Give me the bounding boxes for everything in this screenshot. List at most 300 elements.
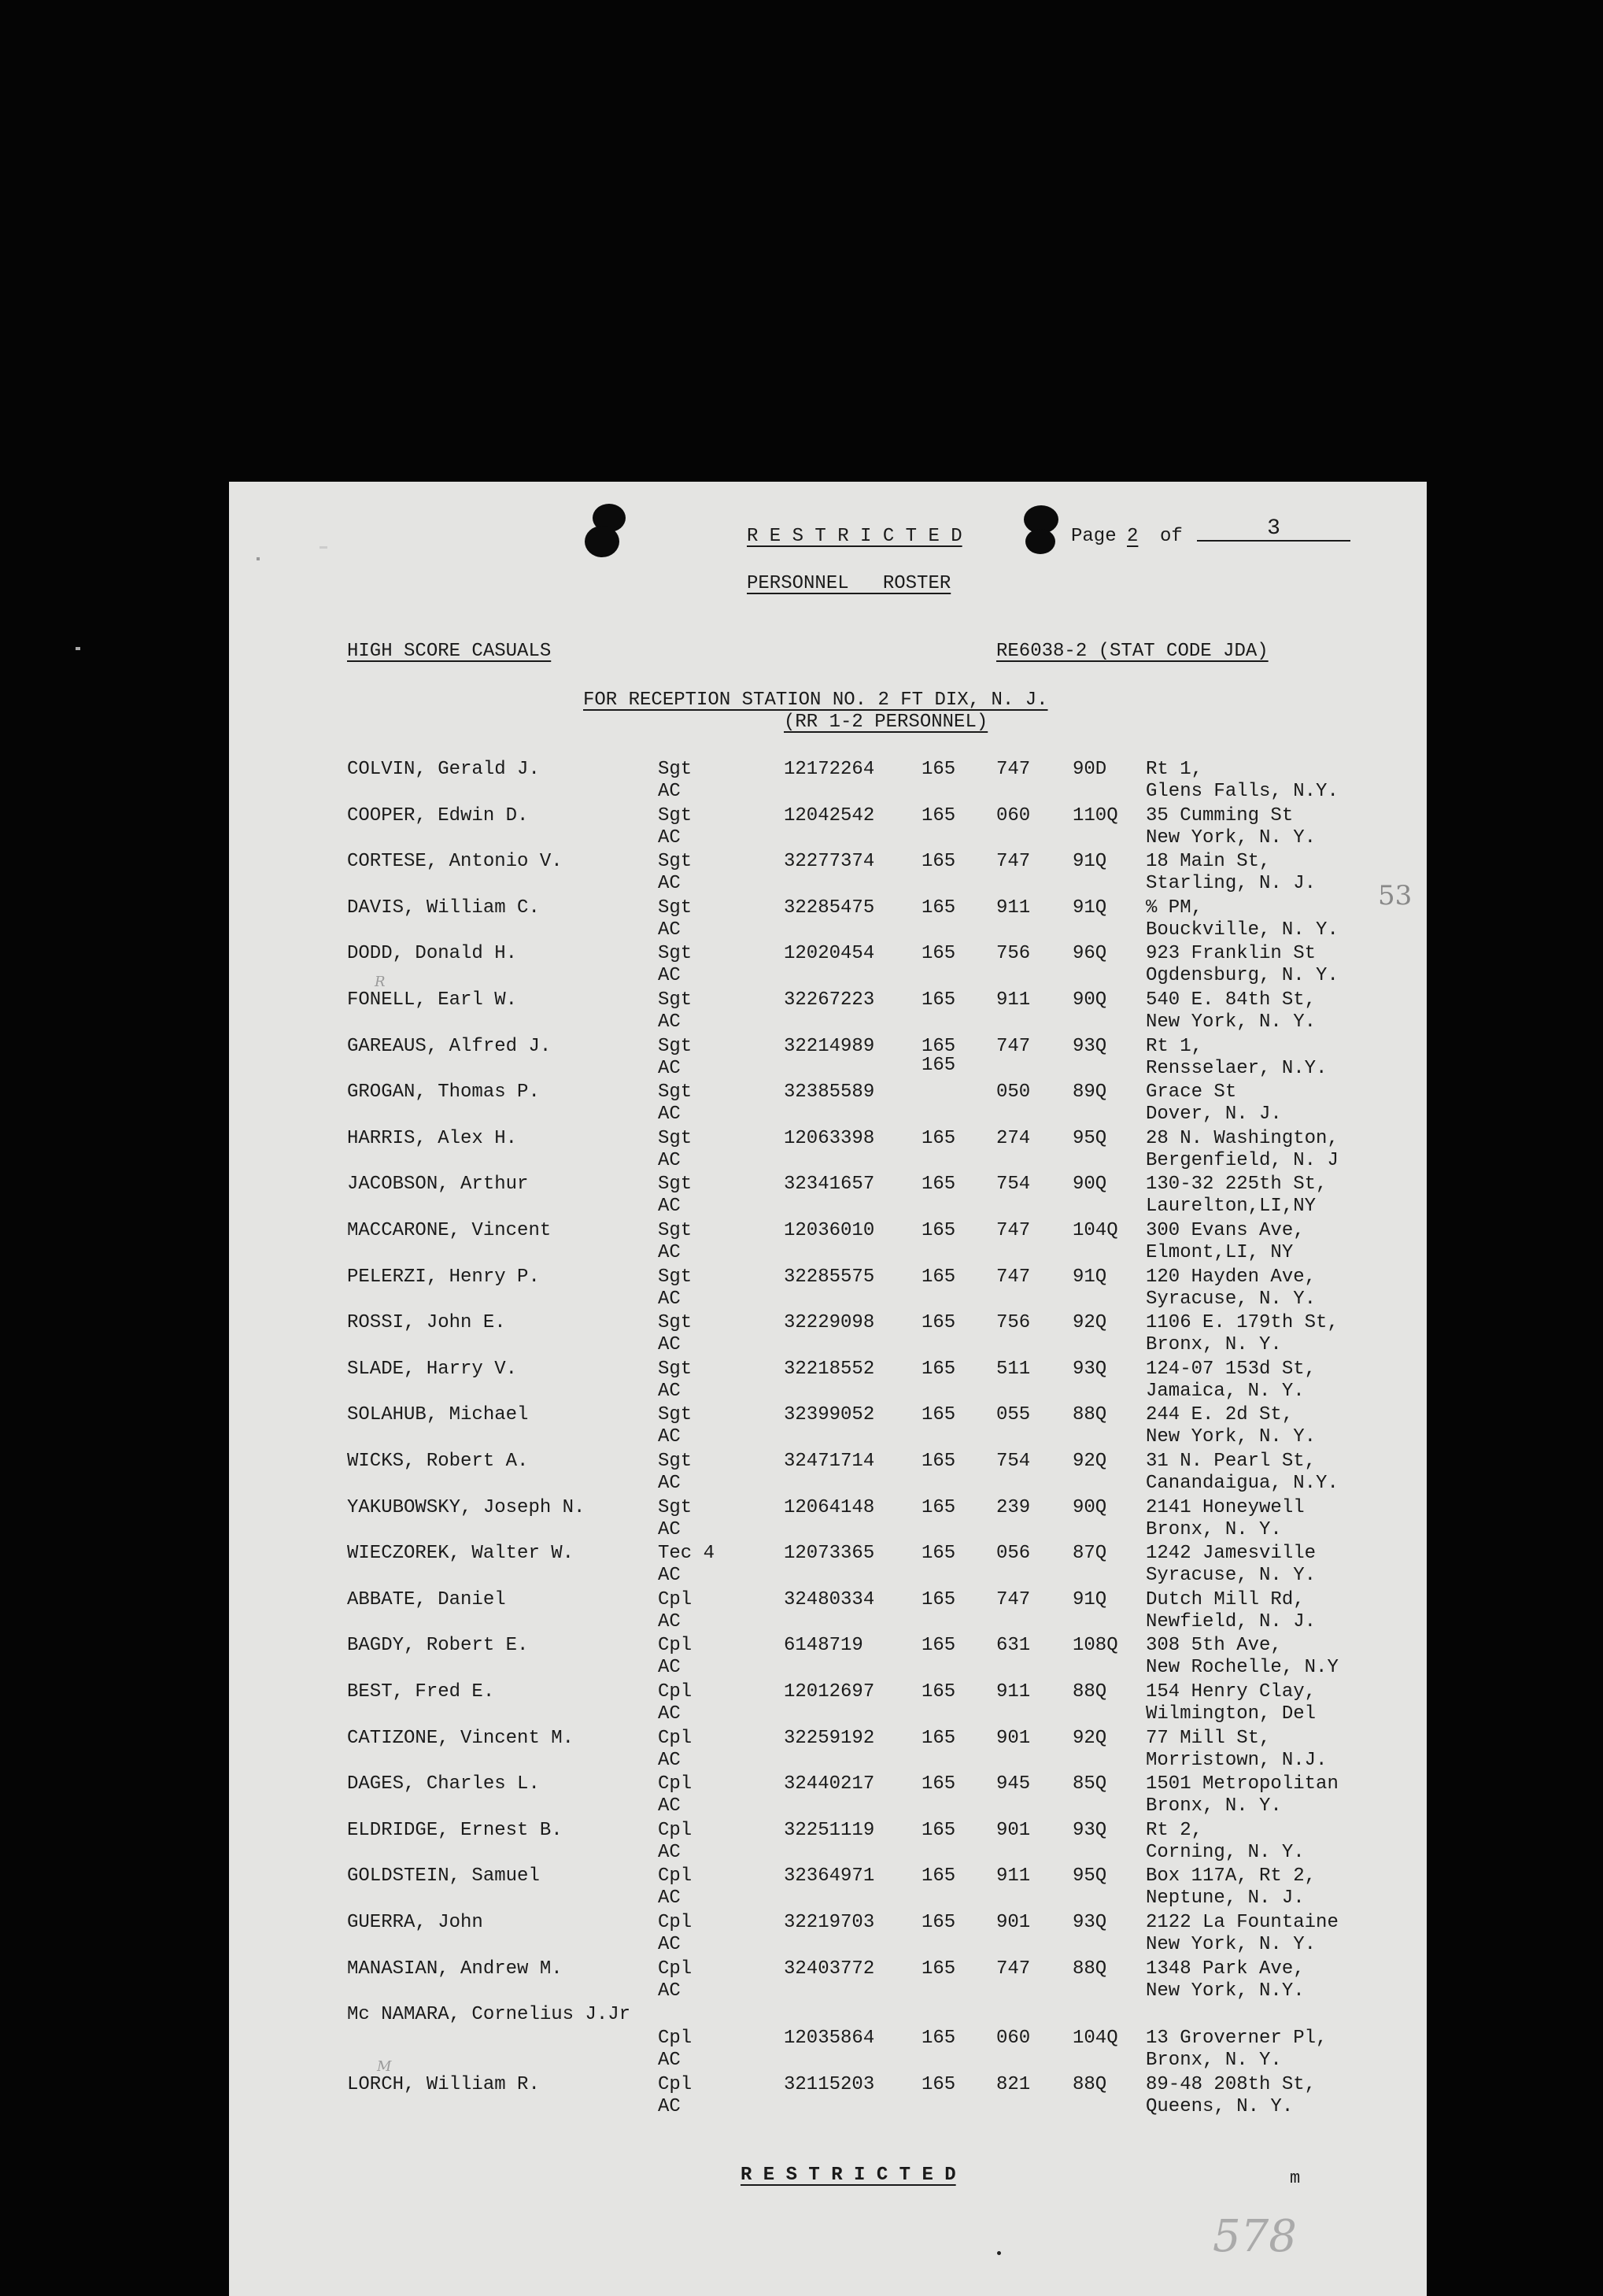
roster-code: 165 bbox=[922, 1220, 956, 1241]
roster-rank: Cpl bbox=[658, 1635, 693, 1656]
roster-branch: AC bbox=[658, 1104, 681, 1125]
right-heading: RE6038-2 (STAT CODE JDA) bbox=[996, 641, 1269, 662]
restricted-footer: R E S T R I C T E D bbox=[741, 2165, 956, 2186]
roster-name: COLVIN, Gerald J. bbox=[347, 759, 540, 780]
roster-serial: 32285575 bbox=[784, 1266, 875, 1288]
roster-mos: 821 bbox=[996, 2074, 1031, 2095]
roster-serial: 12012697 bbox=[784, 1681, 875, 1703]
roster-code: 165 bbox=[922, 1543, 956, 1564]
roster-score: 104Q bbox=[1073, 1220, 1118, 1241]
scan-speck bbox=[319, 546, 327, 549]
roster-name: MACCARONE, Vincent bbox=[347, 1220, 552, 1241]
roster-serial: 32277374 bbox=[784, 851, 875, 872]
roster-branch: AC bbox=[658, 1242, 681, 1263]
roster-score: 90D bbox=[1073, 759, 1107, 780]
roster-code: 165 bbox=[922, 1312, 956, 1333]
roster-code: 165 bbox=[922, 943, 956, 964]
roster-address-line2: New York, N. Y. bbox=[1146, 827, 1317, 849]
roster-score: 110Q bbox=[1073, 805, 1118, 826]
roster-code: 165 bbox=[922, 805, 956, 826]
roster-address-line2: New York, N.Y. bbox=[1146, 1980, 1305, 2002]
roster-address-line1: 13 Groverner Pl, bbox=[1146, 2028, 1328, 2049]
table-row bbox=[229, 1404, 1427, 1450]
roster-mos: 050 bbox=[996, 1081, 1031, 1103]
roster-address-line2: Laurelton,LI,NY bbox=[1146, 1196, 1317, 1217]
roster-serial: 32115203 bbox=[784, 2074, 875, 2095]
roster-code: 165 bbox=[922, 1128, 956, 1149]
roster-branch: AC bbox=[658, 1750, 681, 1771]
roster-name: CATIZONE, Vincent M. bbox=[347, 1728, 574, 1749]
roster-score: 93Q bbox=[1073, 1359, 1107, 1380]
table-row bbox=[229, 1728, 1427, 1773]
roster-address-line1: 1106 E. 179th St, bbox=[1146, 1312, 1339, 1333]
roster-address-line2: Bronx, N. Y. bbox=[1146, 1519, 1282, 1540]
roster-address-line1: Rt 1, bbox=[1146, 759, 1203, 780]
roster-score: 95Q bbox=[1073, 1865, 1107, 1887]
roster-branch: AC bbox=[658, 1473, 681, 1494]
roster-score: 91Q bbox=[1073, 1266, 1107, 1288]
roster-mos: 911 bbox=[996, 989, 1031, 1011]
roster-branch: AC bbox=[658, 1657, 681, 1678]
roster-mos: 631 bbox=[996, 1635, 1031, 1656]
roster-name: CORTESE, Antonio V. bbox=[347, 851, 563, 872]
roster-address-line2: Syracuse, N. Y. bbox=[1146, 1288, 1317, 1310]
table-row bbox=[229, 1681, 1427, 1727]
roster-score: 104Q bbox=[1073, 2028, 1118, 2049]
roster-rank: Sgt bbox=[658, 1220, 693, 1241]
roster-branch: AC bbox=[658, 1011, 681, 1033]
roster-rank: Sgt bbox=[658, 1404, 693, 1425]
roster-address-line1: Grace St bbox=[1146, 1081, 1237, 1103]
roster-name: BAGDY, Robert E. bbox=[347, 1635, 529, 1656]
pencil-mark-r: R bbox=[375, 974, 386, 990]
roster-code: 165 bbox=[922, 1036, 956, 1057]
roster-rank: Sgt bbox=[658, 1174, 693, 1195]
table-row bbox=[229, 1266, 1427, 1312]
roster-code: 165 bbox=[922, 2028, 956, 2049]
table-row bbox=[229, 1497, 1427, 1543]
roster-code: 165 bbox=[922, 897, 956, 919]
roster-name: GAREAUS, Alfred J. bbox=[347, 1036, 552, 1057]
roster-branch: AC bbox=[658, 1980, 681, 2002]
roster-score: 88Q bbox=[1073, 2074, 1107, 2095]
roster-score: 93Q bbox=[1073, 1912, 1107, 1933]
roster-mos: 511 bbox=[996, 1359, 1031, 1380]
roster-name: ABBATE, Daniel bbox=[347, 1589, 506, 1610]
roster-branch: AC bbox=[658, 1842, 681, 1863]
roster-code: 165 bbox=[922, 1681, 956, 1703]
roster-score: 92Q bbox=[1073, 1728, 1107, 1749]
roster-rank: Cpl bbox=[658, 1865, 693, 1887]
table-row bbox=[229, 943, 1427, 989]
destination-line-1: FOR RECEPTION STATION NO. 2 FT DIX, N. J. bbox=[583, 690, 1048, 711]
roster-mos: 901 bbox=[996, 1728, 1031, 1749]
scan-speck bbox=[257, 557, 260, 560]
roster-rank: Cpl bbox=[658, 1773, 693, 1795]
roster-branch: AC bbox=[658, 1611, 681, 1632]
roster-mos: 911 bbox=[996, 1681, 1031, 1703]
roster-mos: 911 bbox=[996, 897, 1031, 919]
roster-address-line1: 120 Hayden Ave, bbox=[1146, 1266, 1317, 1288]
roster-address-line2: New York, N. Y. bbox=[1146, 1426, 1317, 1447]
roster-serial: 12036010 bbox=[784, 1220, 875, 1241]
roster-branch: AC bbox=[658, 919, 681, 941]
roster-address-line2: Queens, N. Y. bbox=[1146, 2096, 1294, 2117]
roster-address-line2: New Rochelle, N.Y bbox=[1146, 1657, 1339, 1678]
roster-serial: 32385589 bbox=[784, 1081, 875, 1103]
roster-rank: Tec 4 bbox=[658, 1543, 715, 1564]
roster-mos: 747 bbox=[996, 1266, 1031, 1288]
roster-serial: 32341657 bbox=[784, 1174, 875, 1195]
roster-mos: 747 bbox=[996, 1220, 1031, 1241]
roster-score: 85Q bbox=[1073, 1773, 1107, 1795]
roster-code: 165 bbox=[922, 1728, 956, 1749]
roster-code: 165 bbox=[922, 1958, 956, 1980]
roster-name: ROSSI, John E. bbox=[347, 1312, 506, 1333]
roster-address-line1: 2122 La Fountaine bbox=[1146, 1912, 1339, 1933]
roster-name: SLADE, Harry V. bbox=[347, 1359, 518, 1380]
roster-name: DAGES, Charles L. bbox=[347, 1773, 540, 1795]
roster-name: ELDRIDGE, Ernest B. bbox=[347, 1820, 563, 1841]
roster-code: 165 bbox=[922, 1497, 956, 1518]
roster-rank: Sgt bbox=[658, 943, 693, 964]
table-row bbox=[229, 851, 1427, 897]
roster-name: JACOBSON, Arthur bbox=[347, 1174, 529, 1195]
roster-serial: 32480334 bbox=[784, 1589, 875, 1610]
roster-address-line2: Bergenfield, N. J bbox=[1146, 1150, 1339, 1171]
roster-score: 90Q bbox=[1073, 989, 1107, 1011]
roster-address-line1: 28 N. Washington, bbox=[1146, 1128, 1339, 1149]
roster-score: 91Q bbox=[1073, 897, 1107, 919]
roster-branch: AC bbox=[658, 1519, 681, 1540]
roster-address-line1: 130-32 225th St, bbox=[1146, 1174, 1328, 1195]
roster-branch: AC bbox=[658, 1795, 681, 1817]
roster-address-line2: Jamaica, N. Y. bbox=[1146, 1381, 1305, 1402]
roster-address-line1: 300 Evans Ave, bbox=[1146, 1220, 1305, 1241]
roster-serial: 6148719 bbox=[784, 1635, 863, 1656]
scan-speck bbox=[76, 647, 80, 650]
roster-code: 165 bbox=[922, 759, 956, 780]
roster-score: 88Q bbox=[1073, 1958, 1107, 1980]
roster-rank: Sgt bbox=[658, 1266, 693, 1288]
roster-code: 165 bbox=[922, 989, 956, 1011]
roster-code: 165 bbox=[922, 1635, 956, 1656]
roster-address-line2: Dover, N. J. bbox=[1146, 1104, 1282, 1125]
roster-address-line2: Bronx, N. Y. bbox=[1146, 2050, 1282, 2071]
margin-number: 53 bbox=[1378, 880, 1413, 911]
roster-code: 165 bbox=[922, 1404, 956, 1425]
roster-mos: 239 bbox=[996, 1497, 1031, 1518]
roster-rank: Sgt bbox=[658, 1497, 693, 1518]
roster-code: 165 bbox=[922, 1912, 956, 1933]
roster-branch: AC bbox=[658, 1887, 681, 1909]
roster-score: 96Q bbox=[1073, 943, 1107, 964]
table-row bbox=[229, 1036, 1427, 1081]
roster-rank: Sgt bbox=[658, 1081, 693, 1103]
roster-address-line1: 308 5th Ave, bbox=[1146, 1635, 1282, 1656]
roster-mos: 055 bbox=[996, 1404, 1031, 1425]
roster-branch: AC bbox=[658, 1196, 681, 1217]
roster-serial: 12042542 bbox=[784, 805, 875, 826]
roster-name: HARRIS, Alex H. bbox=[347, 1128, 518, 1149]
roster-rank: Cpl bbox=[658, 1912, 693, 1933]
roster-rank: Cpl bbox=[658, 1820, 693, 1841]
roster-serial: 32259192 bbox=[784, 1728, 875, 1749]
roster-name: GUERRA, John bbox=[347, 1912, 483, 1933]
typist-initial: m bbox=[1290, 2168, 1301, 2188]
table-row bbox=[229, 1451, 1427, 1496]
roster-serial: 32399052 bbox=[784, 1404, 875, 1425]
roster-address-line1: Box 117A, Rt 2, bbox=[1146, 1865, 1317, 1887]
roster-mos: 747 bbox=[996, 1589, 1031, 1610]
roster-serial: 32251119 bbox=[784, 1820, 875, 1841]
roster-serial: 12172264 bbox=[784, 759, 875, 780]
roster-name: FONELL, Earl W. bbox=[347, 989, 518, 1011]
roster-serial: 32267223 bbox=[784, 989, 875, 1011]
roster-mos: 060 bbox=[996, 2028, 1031, 2049]
roster-address-line1: Rt 2, bbox=[1146, 1820, 1203, 1841]
roster-branch: AC bbox=[658, 1934, 681, 1955]
roster-rank: Cpl bbox=[658, 1728, 693, 1749]
roster-name: DODD, Donald H. bbox=[347, 943, 518, 964]
roster-address-line2: Neptune, N. J. bbox=[1146, 1887, 1305, 1909]
roster-address-line2: Wilmington, Del bbox=[1146, 1703, 1317, 1725]
roster-name: DAVIS, William C. bbox=[347, 897, 540, 919]
roster-rank: Cpl bbox=[658, 1589, 693, 1610]
roster-score: 87Q bbox=[1073, 1543, 1107, 1564]
roster-name: GROGAN, Thomas P. bbox=[347, 1081, 540, 1103]
table-row bbox=[229, 1312, 1427, 1358]
roster-code: 165 bbox=[922, 1359, 956, 1380]
roster-address-line2: Newfield, N. J. bbox=[1146, 1611, 1317, 1632]
roster-branch: AC bbox=[658, 1334, 681, 1355]
roster-name: YAKUBOWSKY, Joseph N. bbox=[347, 1497, 585, 1518]
table-row bbox=[229, 1958, 1427, 2004]
roster-branch: AC bbox=[658, 1058, 681, 1079]
roster-rank: Sgt bbox=[658, 1036, 693, 1057]
roster-serial: 12073365 bbox=[784, 1543, 875, 1564]
roster-name: WIECZOREK, Walter W. bbox=[347, 1543, 574, 1564]
table-row bbox=[229, 989, 1427, 1035]
roster-branch: AC bbox=[658, 1703, 681, 1725]
roster-address-line1: 18 Main St, bbox=[1146, 851, 1271, 872]
roster-score: 92Q bbox=[1073, 1451, 1107, 1472]
roster-address-line2: Syracuse, N. Y. bbox=[1146, 1565, 1317, 1586]
table-row bbox=[229, 2074, 1427, 2120]
roster-name: BEST, Fred E. bbox=[347, 1681, 495, 1703]
roster-address-line2: Elmont,LI, NY bbox=[1146, 1242, 1294, 1263]
roster-serial: 32285475 bbox=[784, 897, 875, 919]
roster-mos: 056 bbox=[996, 1543, 1031, 1564]
table-row bbox=[229, 1820, 1427, 1865]
roster-branch: AC bbox=[658, 2050, 681, 2071]
table-row bbox=[229, 1174, 1427, 1219]
roster-address-line1: 2141 Honeywell bbox=[1146, 1497, 1305, 1518]
destination-line-2: (RR 1-2 PERSONNEL) bbox=[784, 712, 988, 733]
page-label: Page bbox=[1071, 526, 1117, 547]
table-row bbox=[229, 805, 1427, 851]
roster-serial: 32229098 bbox=[784, 1312, 875, 1333]
document-title: PERSONNEL ROSTER bbox=[747, 573, 951, 594]
roster-serial: 12035864 bbox=[784, 2028, 875, 2049]
punch-hole-left-lower bbox=[585, 526, 619, 557]
roster-name: GOLDSTEIN, Samuel bbox=[347, 1865, 540, 1887]
roster-rank: Sgt bbox=[658, 851, 693, 872]
roster-branch: AC bbox=[658, 827, 681, 849]
roster-score: 88Q bbox=[1073, 1681, 1107, 1703]
roster-address-line1: 1348 Park Ave, bbox=[1146, 1958, 1305, 1980]
roster-name: LORCH, William R. bbox=[347, 2074, 540, 2095]
roster-code: 165 bbox=[922, 1451, 956, 1472]
roster-serial: 12064148 bbox=[784, 1497, 875, 1518]
roster-address-line1: 124-07 153d St, bbox=[1146, 1359, 1317, 1380]
of-label: of bbox=[1160, 526, 1183, 547]
table-row bbox=[229, 1865, 1427, 1911]
roster-rank: Sgt bbox=[658, 805, 693, 826]
roster-serial: 12063398 bbox=[784, 1128, 875, 1149]
roster-branch: AC bbox=[658, 965, 681, 986]
roster-serial: 32218552 bbox=[784, 1359, 875, 1380]
table-row bbox=[229, 1589, 1427, 1635]
roster-score: 90Q bbox=[1073, 1497, 1107, 1518]
roster-serial: 32471714 bbox=[784, 1451, 875, 1472]
roster-mos: 747 bbox=[996, 1036, 1031, 1057]
roster-mos: 756 bbox=[996, 1312, 1031, 1333]
roster-branch: AC bbox=[658, 781, 681, 802]
roster-score: 108Q bbox=[1073, 1635, 1118, 1656]
roster-branch: AC bbox=[658, 1426, 681, 1447]
roster-address-line1: 1501 Metropolitan bbox=[1146, 1773, 1339, 1795]
roster-mos: 747 bbox=[996, 1958, 1031, 1980]
roster-branch: AC bbox=[658, 1565, 681, 1586]
table-row bbox=[229, 1081, 1427, 1127]
roster-address-line2: Bouckville, N. Y. bbox=[1146, 919, 1339, 941]
roster-code: 165 bbox=[922, 2074, 956, 2095]
roster-name: Mc NAMARA, Cornelius J.Jr bbox=[347, 2004, 631, 2025]
roster-serial: 32219703 bbox=[784, 1912, 875, 1933]
page-total-value: 3 bbox=[1267, 516, 1280, 541]
roster-name: WICKS, Robert A. bbox=[347, 1451, 529, 1472]
roster-address-line1: 31 N. Pearl St, bbox=[1146, 1451, 1317, 1472]
roster-address-line2: Corning, N. Y. bbox=[1146, 1842, 1305, 1863]
roster-address-line1: 154 Henry Clay, bbox=[1146, 1681, 1317, 1703]
table-row bbox=[229, 1912, 1427, 1958]
roster-address-line1: 923 Franklin St bbox=[1146, 943, 1317, 964]
roster-rank: Cpl bbox=[658, 1681, 693, 1703]
roster-score: 89Q bbox=[1073, 1081, 1107, 1103]
roster-branch: AC bbox=[658, 1150, 681, 1171]
table-row bbox=[229, 1543, 1427, 1588]
roster-serial: 32214989 bbox=[784, 1036, 875, 1057]
table-row bbox=[229, 2028, 1427, 2073]
roster-name: COOPER, Edwin D. bbox=[347, 805, 529, 826]
roster-serial: 32364971 bbox=[784, 1865, 875, 1887]
roster-name: MANASIAN, Andrew M. bbox=[347, 1958, 563, 1980]
roster-address-line2: Rensselaer, N.Y. bbox=[1146, 1058, 1328, 1079]
roster-rank: Sgt bbox=[658, 897, 693, 919]
roster-branch: AC bbox=[658, 2096, 681, 2117]
roster-mos: 945 bbox=[996, 1773, 1031, 1795]
roster-score: 93Q bbox=[1073, 1820, 1107, 1841]
roster-mos: 756 bbox=[996, 943, 1031, 964]
roster-code: 165 bbox=[922, 851, 956, 872]
roster-extra-code: 165 bbox=[922, 1055, 956, 1076]
roster-address-line2: Canandaigua, N.Y. bbox=[1146, 1473, 1339, 1494]
pencil-page-number: 578 bbox=[1213, 2211, 1297, 2262]
roster-score: 95Q bbox=[1073, 1128, 1107, 1149]
roster-code: 165 bbox=[922, 1266, 956, 1288]
page-number: 2 bbox=[1127, 526, 1139, 547]
roster-rank: Cpl bbox=[658, 1958, 693, 1980]
restricted-header: R E S T R I C T E D bbox=[747, 526, 962, 547]
roster-mos: 747 bbox=[996, 851, 1031, 872]
table-row bbox=[229, 1220, 1427, 1266]
roster-address-line2: Bronx, N. Y. bbox=[1146, 1334, 1282, 1355]
roster-page bbox=[229, 482, 1427, 2296]
roster-branch: AC bbox=[658, 873, 681, 894]
table-row bbox=[229, 1128, 1427, 1174]
roster-address-line1: 1242 Jamesville bbox=[1146, 1543, 1317, 1564]
roster-serial: 32403772 bbox=[784, 1958, 875, 1980]
roster-mos: 274 bbox=[996, 1128, 1031, 1149]
table-row bbox=[229, 1635, 1427, 1680]
roster-code: 165 bbox=[922, 1174, 956, 1195]
table-row bbox=[229, 1359, 1427, 1404]
roster-address-line1: 77 Mill St, bbox=[1146, 1728, 1271, 1749]
roster-score: 88Q bbox=[1073, 1404, 1107, 1425]
roster-rank: Cpl bbox=[658, 2028, 693, 2049]
roster-score: 93Q bbox=[1073, 1036, 1107, 1057]
roster-rank: Cpl bbox=[658, 2074, 693, 2095]
punch-hole-right-lower bbox=[1025, 529, 1055, 554]
roster-code: 165 bbox=[922, 1820, 956, 1841]
page-total bbox=[1197, 518, 1350, 542]
roster-address-line1: 540 E. 84th St, bbox=[1146, 989, 1317, 1011]
roster-code: 165 bbox=[922, 1865, 956, 1887]
roster-address-line2: Glens Falls, N.Y. bbox=[1146, 781, 1339, 802]
dot-mark bbox=[997, 2251, 1001, 2255]
roster-serial: 12020454 bbox=[784, 943, 875, 964]
roster-code: 165 bbox=[922, 1589, 956, 1610]
roster-address-line1: Dutch Mill Rd, bbox=[1146, 1589, 1305, 1610]
roster-address-line2: Bronx, N. Y. bbox=[1146, 1795, 1282, 1817]
table-row bbox=[229, 1773, 1427, 1819]
roster-mos: 747 bbox=[996, 759, 1031, 780]
roster-code: 165 bbox=[922, 1773, 956, 1795]
roster-score: 91Q bbox=[1073, 1589, 1107, 1610]
roster-address-line2: Starling, N. J. bbox=[1146, 873, 1317, 894]
roster-mos: 754 bbox=[996, 1451, 1031, 1472]
roster-address-line1: 35 Cumming St bbox=[1146, 805, 1294, 826]
roster-address-line2: Ogdensburg, N. Y. bbox=[1146, 965, 1339, 986]
roster-address-line1: Rt 1, bbox=[1146, 1036, 1203, 1057]
roster-mos: 754 bbox=[996, 1174, 1031, 1195]
roster-address-line2: New York, N. Y. bbox=[1146, 1934, 1317, 1955]
table-row bbox=[229, 897, 1427, 943]
roster-name: PELERZI, Henry P. bbox=[347, 1266, 540, 1288]
roster-address-line2: New York, N. Y. bbox=[1146, 1011, 1317, 1033]
roster-score: 92Q bbox=[1073, 1312, 1107, 1333]
left-heading: HIGH SCORE CASUALS bbox=[347, 641, 552, 662]
roster-address-line1: 89-48 208th St, bbox=[1146, 2074, 1317, 2095]
roster-address-line1: 244 E. 2d St, bbox=[1146, 1404, 1294, 1425]
roster-address-line2: Morristown, N.J. bbox=[1146, 1750, 1328, 1771]
roster-rank: Sgt bbox=[658, 1128, 693, 1149]
roster-rank: Sgt bbox=[658, 1451, 693, 1472]
roster-rank: Sgt bbox=[658, 989, 693, 1011]
roster-branch: AC bbox=[658, 1288, 681, 1310]
pencil-mark-m: M bbox=[377, 2058, 392, 2075]
